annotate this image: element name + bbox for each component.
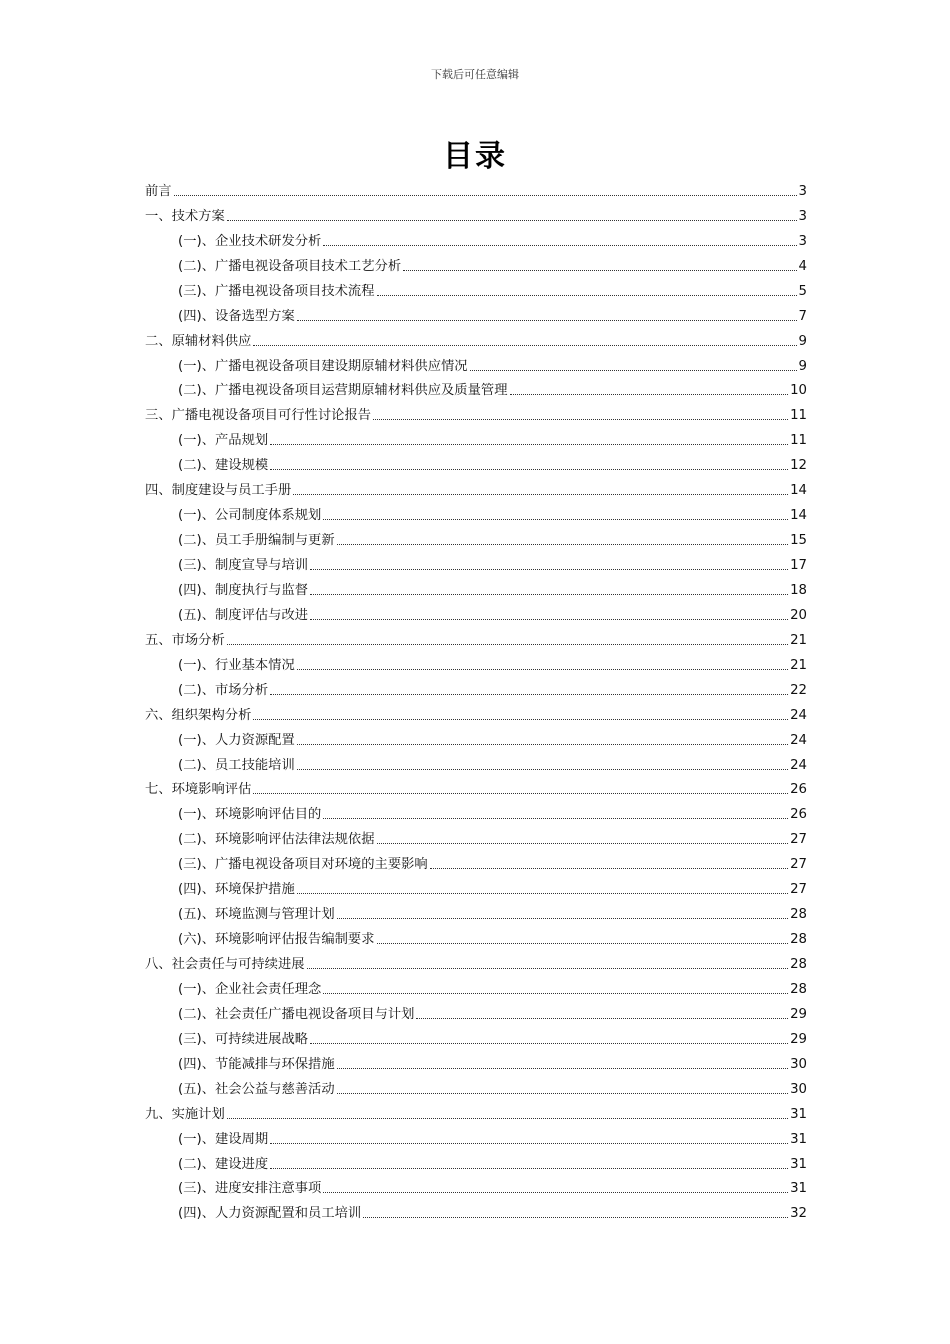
toc-entry[interactable]	[145, 474, 807, 499]
toc-entry-page-number: 9	[798, 358, 807, 374]
toc-dot-leader	[337, 1068, 788, 1069]
toc-entry-label: (一)、企业技术研发分析	[178, 233, 322, 249]
toc-entry-page-number: 24	[790, 732, 807, 748]
toc-entry-label: 一、技术方案	[145, 208, 225, 224]
toc-dot-leader	[307, 968, 789, 969]
toc-entry[interactable]	[145, 275, 807, 300]
toc-dot-leader	[270, 1168, 788, 1169]
toc-dot-leader	[297, 769, 788, 770]
toc-entry[interactable]	[145, 948, 807, 973]
toc-entry-label: (二)、广播电视设备项目运营期原辅材料供应及质量管理	[178, 383, 508, 399]
toc-entry-label: (三)、进度安排注意事项	[178, 1181, 322, 1197]
toc-entry[interactable]	[145, 699, 807, 724]
toc-dot-leader	[323, 993, 788, 994]
toc-entry-page-number: 22	[790, 682, 807, 698]
toc-entry-page-number: 12	[790, 458, 807, 474]
toc-entry-label: 四、制度建设与员工手册	[145, 483, 292, 499]
toc-entry-label: (一)、公司制度体系规划	[178, 508, 322, 524]
toc-entry-label: 八、社会责任与可持续进展	[145, 957, 305, 972]
toc-dot-leader	[227, 644, 788, 645]
toc-entry-page-number: 28	[790, 957, 807, 972]
toc-entry[interactable]	[145, 1197, 807, 1222]
toc-entry[interactable]	[145, 250, 807, 275]
toc-dot-leader	[337, 1093, 788, 1094]
toc-entry-label: 五、市场分析	[145, 632, 225, 648]
toc-entry-label: (二)、市场分析	[178, 682, 269, 698]
toc-entry-page-number: 26	[790, 807, 807, 823]
toc-entry-page-number: 28	[790, 907, 807, 923]
toc-entry-label: 前言	[145, 183, 172, 199]
toc-entry[interactable]	[145, 649, 807, 674]
toc-entry-label: (三)、制度宣导与培训	[178, 558, 309, 573]
toc-dot-leader	[377, 295, 797, 296]
toc-entry-page-number: 29	[790, 1031, 807, 1047]
toc-entry[interactable]	[145, 898, 807, 923]
toc-entry[interactable]	[145, 674, 807, 699]
toc-entry[interactable]	[145, 774, 807, 799]
toc-entry[interactable]	[145, 848, 807, 873]
toc-dot-leader	[363, 1217, 788, 1218]
toc-entry-label: (一)、广播电视设备项目建设期原辅材料供应情况	[178, 358, 468, 374]
toc-entry-label: (二)、广播电视设备项目技术工艺分析	[178, 258, 402, 274]
toc-entry[interactable]	[145, 1173, 807, 1198]
toc-entry-label: 九、实施计划	[145, 1106, 225, 1122]
toc-entry-label: (二)、社会责任广播电视设备项目与计划	[178, 1006, 415, 1022]
toc-entry-page-number: 21	[790, 632, 807, 648]
toc-entry[interactable]	[145, 724, 807, 749]
toc-entry[interactable]	[145, 449, 807, 474]
toc-entry-label: (一)、人力资源配置	[178, 732, 295, 748]
toc-dot-leader	[416, 1018, 788, 1019]
toc-entry-label: 六、组织架构分析	[145, 707, 252, 723]
toc-entry-label: (五)、制度评估与改进	[178, 607, 309, 623]
toc-entry[interactable]	[145, 624, 807, 649]
toc-entry-label: (一)、环境影响评估目的	[178, 807, 322, 823]
toc-entry[interactable]	[145, 823, 807, 848]
toc-entry-label: (四)、人力资源配置和员工培训	[178, 1206, 362, 1222]
toc-entry-page-number: 32	[790, 1206, 807, 1222]
toc-dot-leader	[253, 793, 788, 794]
toc-dot-leader	[323, 519, 788, 520]
toc-dot-leader	[293, 494, 788, 495]
toc-entry[interactable]	[145, 599, 807, 624]
page-title: 目录	[443, 139, 507, 174]
toc-entry-page-number: 30	[790, 1081, 807, 1097]
toc-entry-page-number: 29	[790, 1006, 807, 1022]
toc-entry-page-number: 31	[790, 1106, 807, 1122]
toc-entry[interactable]	[145, 175, 807, 200]
toc-dot-leader	[270, 1143, 788, 1144]
table-of-contents	[145, 175, 807, 1222]
toc-dot-leader	[377, 843, 789, 844]
toc-dot-leader	[297, 320, 797, 321]
toc-entry-page-number: 11	[790, 408, 807, 424]
toc-entry-label: (二)、环境影响评估法律法规依据	[178, 832, 375, 848]
toc-entry-label: (四)、环境保护措施	[178, 882, 295, 898]
toc-entry[interactable]	[145, 1023, 807, 1048]
toc-entry-label: (四)、设备选型方案	[178, 308, 295, 324]
toc-entry-label: (二)、建设进度	[178, 1156, 269, 1172]
toc-entry-label: (五)、环境监测与管理计划	[178, 907, 335, 923]
toc-dot-leader	[297, 744, 788, 745]
toc-entry-page-number: 3	[798, 233, 807, 249]
toc-dot-leader	[470, 370, 797, 371]
toc-entry[interactable]	[145, 499, 807, 524]
toc-entry-page-number: 28	[790, 932, 807, 948]
toc-dot-leader	[337, 918, 788, 919]
toc-dot-leader	[323, 245, 796, 246]
toc-dot-leader	[310, 1043, 788, 1044]
toc-dot-leader	[403, 270, 796, 271]
toc-entry[interactable]	[145, 973, 807, 998]
toc-entry[interactable]	[145, 1098, 807, 1123]
toc-entry[interactable]	[145, 225, 807, 250]
toc-entry-label: 七、环境影响评估	[145, 782, 252, 798]
toc-entry-page-number: 7	[798, 308, 807, 324]
toc-entry-page-number: 18	[790, 582, 807, 598]
toc-entry-page-number: 27	[790, 832, 807, 848]
toc-dot-leader	[310, 594, 788, 595]
toc-entry-label: (三)、可持续进展战略	[178, 1031, 309, 1047]
toc-entry[interactable]	[145, 200, 807, 225]
toc-entry-label: (二)、员工手册编制与更新	[178, 533, 335, 549]
toc-entry[interactable]	[145, 1148, 807, 1173]
toc-entry-page-number: 17	[790, 558, 807, 573]
toc-entry-label: (三)、广播电视设备项目技术流程	[178, 283, 375, 299]
toc-entry-page-number: 27	[790, 882, 807, 898]
toc-dot-leader	[297, 669, 788, 670]
toc-entry-page-number: 15	[790, 533, 807, 549]
toc-entry-page-number: 27	[790, 857, 807, 873]
toc-entry-label: (一)、建设周期	[178, 1131, 269, 1147]
toc-dot-leader	[310, 569, 788, 570]
toc-entry[interactable]	[145, 524, 807, 549]
toc-entry-label: (五)、社会公益与慈善活动	[178, 1081, 335, 1097]
toc-entry-label: (四)、制度执行与监督	[178, 582, 309, 598]
toc-dot-leader	[270, 694, 788, 695]
toc-entry[interactable]	[145, 350, 807, 375]
toc-entry-label: (二)、员工技能培训	[178, 757, 295, 773]
toc-dot-leader	[373, 419, 788, 420]
toc-dot-leader	[377, 943, 789, 944]
toc-entry-label: 三、广播电视设备项目可行性讨论报告	[145, 408, 372, 424]
toc-entry-page-number: 10	[790, 383, 807, 399]
toc-entry-page-number: 30	[790, 1056, 807, 1072]
page-header: 下载后可任意编辑	[431, 68, 519, 81]
toc-dot-leader	[310, 619, 788, 620]
toc-entry-label: (四)、节能减排与环保措施	[178, 1056, 335, 1072]
toc-entry-page-number: 5	[798, 283, 807, 299]
toc-dot-leader	[227, 1118, 788, 1119]
toc-dot-leader	[270, 444, 788, 445]
toc-entry[interactable]	[145, 998, 807, 1023]
toc-entry[interactable]	[145, 1123, 807, 1148]
toc-entry-page-number: 3	[798, 208, 807, 224]
toc-entry-page-number: 28	[790, 981, 807, 997]
toc-entry-label: (六)、环境影响评估报告编制要求	[178, 932, 375, 948]
toc-dot-leader	[323, 1192, 788, 1193]
toc-entry-page-number: 24	[790, 757, 807, 773]
toc-entry[interactable]	[145, 798, 807, 823]
toc-dot-leader	[174, 195, 797, 196]
toc-entry[interactable]	[145, 325, 807, 350]
toc-entry[interactable]	[145, 873, 807, 898]
toc-entry-page-number: 31	[790, 1131, 807, 1147]
toc-dot-leader	[253, 345, 796, 346]
toc-entry[interactable]	[145, 749, 807, 774]
toc-entry-label: (一)、企业社会责任理念	[178, 981, 322, 997]
toc-dot-leader	[227, 220, 797, 221]
toc-dot-leader	[510, 394, 789, 395]
toc-entry[interactable]	[145, 300, 807, 325]
toc-entry-label: 二、原辅材料供应	[145, 333, 252, 349]
toc-dot-leader	[270, 469, 788, 470]
toc-entry-label: (一)、行业基本情况	[178, 657, 295, 673]
toc-dot-leader	[337, 544, 788, 545]
toc-entry-page-number: 14	[790, 483, 807, 499]
toc-entry-page-number: 31	[790, 1181, 807, 1197]
toc-dot-leader	[297, 893, 788, 894]
toc-entry[interactable]	[145, 399, 807, 424]
toc-entry-page-number: 11	[790, 433, 807, 449]
toc-entry-label: (一)、产品规划	[178, 433, 269, 449]
toc-dot-leader	[323, 818, 788, 819]
toc-entry[interactable]	[145, 549, 807, 574]
toc-entry-page-number: 31	[790, 1156, 807, 1172]
toc-entry[interactable]	[145, 1048, 807, 1073]
toc-entry[interactable]	[145, 923, 807, 948]
toc-entry-page-number: 20	[790, 607, 807, 623]
toc-entry[interactable]	[145, 375, 807, 400]
toc-entry-page-number: 21	[790, 657, 807, 673]
toc-entry-label: (三)、广播电视设备项目对环境的主要影响	[178, 857, 428, 873]
toc-entry[interactable]	[145, 424, 807, 449]
toc-dot-leader	[430, 868, 788, 869]
toc-entry[interactable]	[145, 1073, 807, 1098]
toc-entry-label: (二)、建设规模	[178, 458, 269, 474]
toc-entry-page-number: 14	[790, 508, 807, 524]
toc-entry-page-number: 4	[798, 258, 807, 274]
toc-entry-page-number: 9	[798, 333, 807, 349]
toc-entry-page-number: 26	[790, 782, 807, 798]
toc-dot-leader	[253, 719, 788, 720]
toc-entry[interactable]	[145, 574, 807, 599]
toc-entry-page-number: 3	[798, 183, 807, 199]
toc-entry-page-number: 24	[790, 707, 807, 723]
